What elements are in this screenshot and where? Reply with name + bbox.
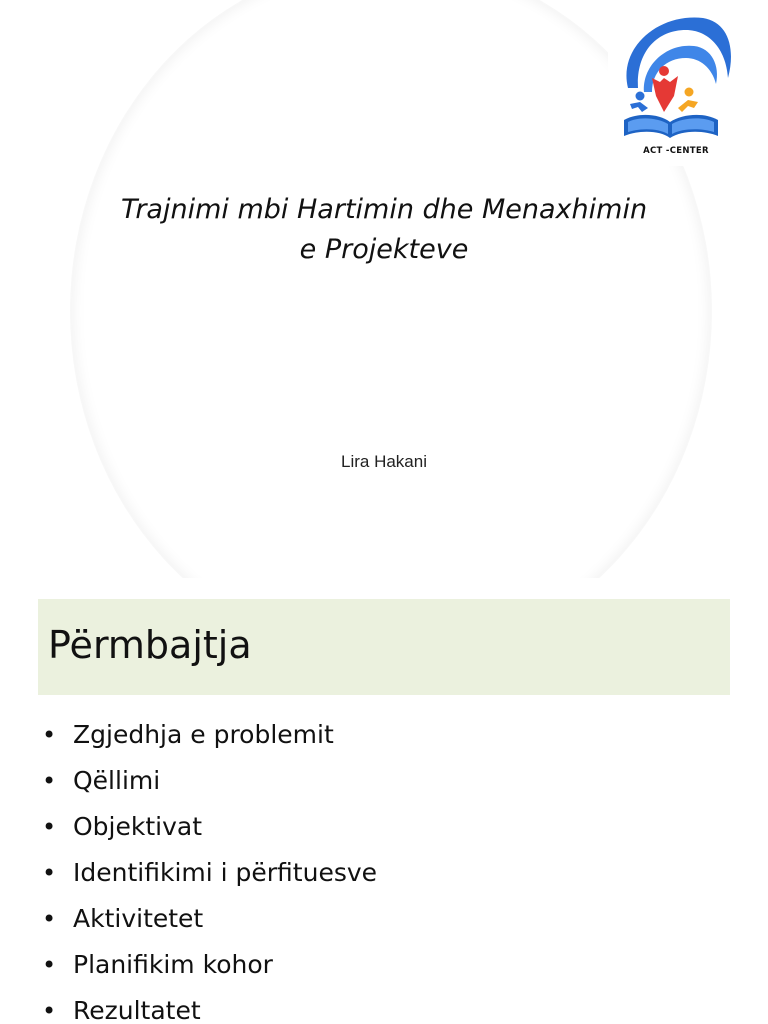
bullet-icon: •	[42, 721, 57, 749]
list-item-text: Zgjedhja e problemit	[73, 720, 334, 749]
bullet-icon: •	[42, 767, 57, 795]
bullet-icon: •	[42, 997, 57, 1024]
list-item-text: Planifikim kohor	[73, 950, 273, 979]
bullet-icon: •	[42, 813, 57, 841]
act-center-logo-icon	[608, 8, 744, 166]
list-item-text: Qëllimi	[73, 766, 161, 795]
bullet-icon: •	[42, 951, 57, 979]
list-item-text: Identifikimi i përfituesve	[73, 858, 378, 887]
contents-title: Përmbajtja	[48, 623, 252, 667]
list-item	[42, 988, 377, 1024]
logo-text: ACT -CENTER	[643, 146, 709, 156]
title-line-2: e Projekteve	[299, 234, 469, 265]
bullet-icon: •	[42, 859, 57, 887]
act-center-logo	[608, 8, 744, 166]
list-item-text: Objektivat	[73, 812, 203, 841]
list-item	[42, 758, 377, 804]
list-item	[42, 896, 377, 942]
title-line-1: Trajnimi mbi Hartimin dhe Menaxhimin	[120, 194, 648, 225]
list-item-text: Aktivitetet	[73, 904, 204, 933]
contents-header-bar	[38, 599, 730, 695]
list-item	[42, 942, 377, 988]
list-item	[42, 712, 377, 758]
list-item	[42, 850, 377, 896]
contents-slide	[0, 578, 768, 1024]
presentation-title	[60, 190, 708, 270]
list-item-text: Rezultatet	[73, 996, 201, 1024]
list-item	[42, 804, 377, 850]
author-name: Lira Hakani	[341, 452, 427, 471]
contents-list	[42, 712, 377, 1024]
bullet-icon: •	[42, 905, 57, 933]
